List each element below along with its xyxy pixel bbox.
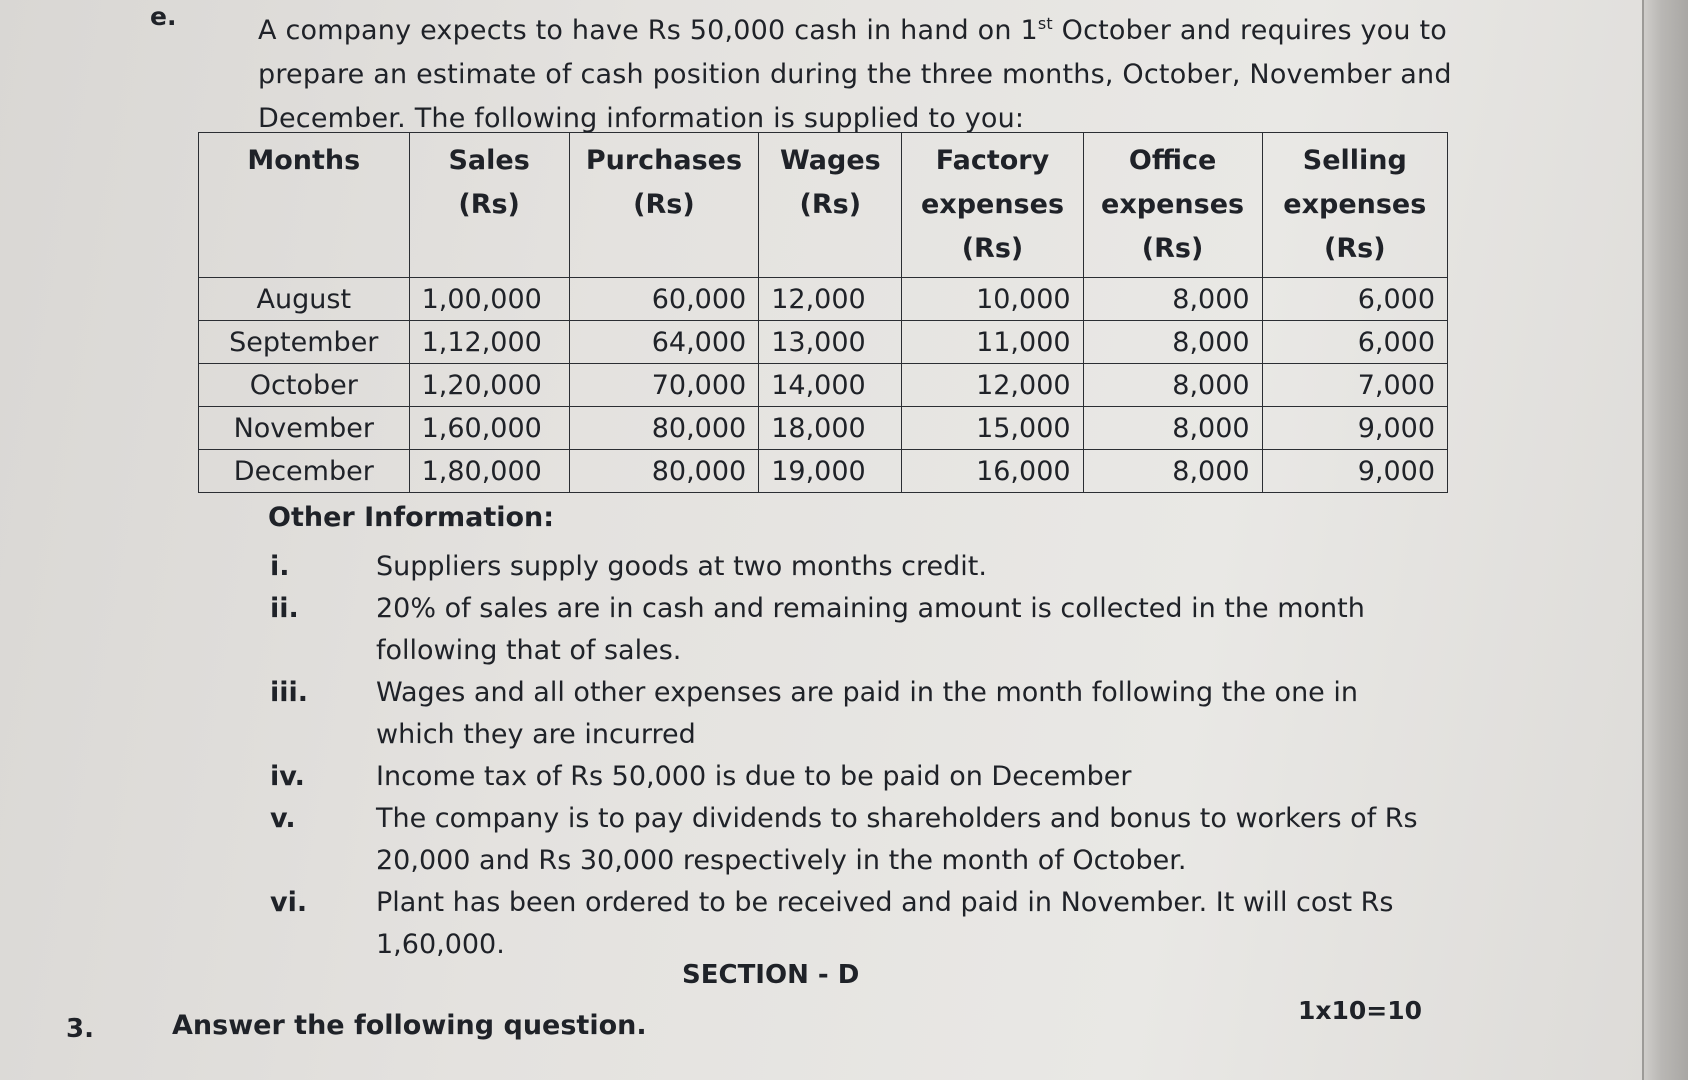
header-factory-expenses <box>902 133 1083 278</box>
section-title: SECTION - D <box>682 960 860 990</box>
list-item <box>268 546 1428 588</box>
intro-text-before: A company expects to have Rs 50,000 cash in hand on 1 <box>258 15 1038 46</box>
table-cell: 9,000 <box>1262 407 1447 450</box>
table-cell: 8,000 <box>1083 450 1262 493</box>
table-cell: 8,000 <box>1083 278 1262 321</box>
table-cell-month: October <box>199 364 410 407</box>
table-cell: 6,000 <box>1262 321 1447 364</box>
list-item-number: ii. <box>270 593 299 624</box>
table-row <box>199 364 1448 407</box>
list-item-text: Income tax of Rs 50,000 is due to be paid on December <box>376 761 1132 792</box>
header-label: Purchases <box>585 145 743 176</box>
list-item <box>268 798 1428 882</box>
header-sales <box>409 133 569 278</box>
header-months <box>199 133 410 278</box>
table-cell: 13,000 <box>759 321 902 364</box>
header-unit: (Rs) <box>1141 233 1204 264</box>
question-number: 3. <box>66 1014 94 1044</box>
table-cell-month: November <box>199 407 410 450</box>
table-cell: 1,60,000 <box>409 407 569 450</box>
list-item <box>268 756 1428 798</box>
table-cell: 70,000 <box>569 364 759 407</box>
header-unit: (Rs) <box>458 189 520 220</box>
header-label: Wages <box>779 145 881 176</box>
table-cell: 10,000 <box>902 278 1083 321</box>
header-unit: (Rs) <box>633 189 695 220</box>
intro-text-after: October and requires you to prepare an estimate of cash position during the three months, October, November and December. The following information is supplied to you: <box>258 15 1452 134</box>
table-cell: 8,000 <box>1083 321 1262 364</box>
header-unit: (Rs) <box>799 189 862 220</box>
list-item-text: Suppliers supply goods at two months credit. <box>376 551 987 582</box>
list-item-number: i. <box>270 551 290 582</box>
intro-superscript: st <box>1037 14 1053 33</box>
list-item-text: 20% of sales are in cash and remaining amount is collected in the month following that of sales. <box>376 593 1365 666</box>
header-label: Sales <box>448 145 530 176</box>
header-label: Factory expenses <box>920 145 1065 220</box>
list-item <box>268 588 1428 672</box>
table-cell: 15,000 <box>902 407 1083 450</box>
table-cell: 1,12,000 <box>409 321 569 364</box>
header-office-expenses <box>1083 133 1262 278</box>
table-cell: 11,000 <box>902 321 1083 364</box>
table-cell: 16,000 <box>902 450 1083 493</box>
header-selling-expenses <box>1262 133 1447 278</box>
list-item-number: v. <box>270 803 296 834</box>
table-cell: 1,80,000 <box>409 450 569 493</box>
header-unit: (Rs) <box>961 233 1024 264</box>
table-cell: 8,000 <box>1083 364 1262 407</box>
list-item <box>268 882 1428 966</box>
header-label: Months <box>247 145 361 176</box>
page-edge-shadow <box>1642 0 1688 1080</box>
table-row <box>199 321 1448 364</box>
table-row <box>199 278 1448 321</box>
table-cell-month: August <box>199 278 410 321</box>
table-cell: 8,000 <box>1083 407 1262 450</box>
table-cell: 1,00,000 <box>409 278 569 321</box>
question-intro <box>258 2 1498 141</box>
table-cell: 80,000 <box>569 407 759 450</box>
table-cell: 12,000 <box>902 364 1083 407</box>
table-cell: 19,000 <box>759 450 902 493</box>
table-row <box>199 450 1448 493</box>
table-cell: 7,000 <box>1262 364 1447 407</box>
table-cell: 80,000 <box>569 450 759 493</box>
list-item-text: The company is to pay dividends to shareholders and bonus to workers of Rs 20,000 and Rs 30,000 respectively in the month of October. <box>376 803 1418 876</box>
header-label: Selling expenses <box>1283 145 1427 220</box>
question-text: Answer the following question. <box>172 1010 647 1041</box>
table-cell-month: December <box>199 450 410 493</box>
table-cell: 1,20,000 <box>409 364 569 407</box>
data-table <box>198 132 1448 493</box>
header-unit: (Rs) <box>1324 233 1386 264</box>
table-cell: 9,000 <box>1262 450 1447 493</box>
question-label: e. <box>150 2 177 31</box>
header-wages <box>759 133 902 278</box>
list-item-number: iii. <box>270 677 309 708</box>
marks-label: 1x10=10 <box>1298 996 1423 1025</box>
list-item-number: vi. <box>270 887 308 918</box>
table-cell: 64,000 <box>569 321 759 364</box>
table-cell: 6,000 <box>1262 278 1447 321</box>
other-information-list <box>268 546 1428 966</box>
table-cell: 14,000 <box>759 364 902 407</box>
table-cell: 12,000 <box>759 278 902 321</box>
list-item-number: iv. <box>270 761 305 792</box>
table-cell: 18,000 <box>759 407 902 450</box>
table-cell: 60,000 <box>569 278 759 321</box>
list-item-text: Plant has been ordered to be received and paid in November. It will cost Rs 1,60,000. <box>376 887 1394 960</box>
header-purchases <box>569 133 759 278</box>
list-item <box>268 672 1428 756</box>
header-label: Office expenses <box>1101 145 1245 220</box>
table-cell-month: September <box>199 321 410 364</box>
other-information-title: Other Information: <box>268 502 555 533</box>
list-item-text: Wages and all other expenses are paid in the month following the one in which they are incurred <box>376 677 1358 750</box>
table-row <box>199 407 1448 450</box>
table-header-row <box>199 133 1448 278</box>
